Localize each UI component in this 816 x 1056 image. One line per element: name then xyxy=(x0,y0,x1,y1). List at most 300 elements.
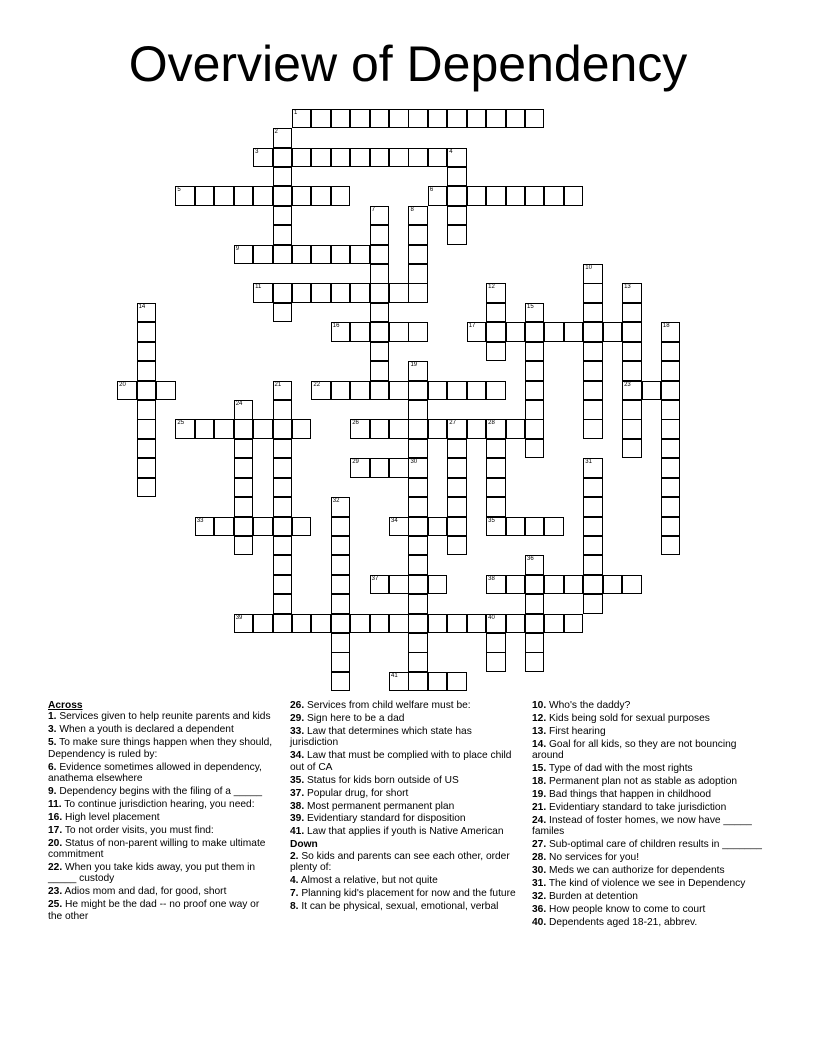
grid-cell[interactable] xyxy=(583,419,603,439)
grid-cell[interactable] xyxy=(467,614,487,634)
grid-cell[interactable] xyxy=(447,614,467,634)
grid-cell[interactable] xyxy=(253,148,273,168)
grid-cell[interactable] xyxy=(564,322,584,342)
grid-cell[interactable] xyxy=(408,517,428,537)
grid-cell[interactable] xyxy=(486,303,506,323)
grid-cell[interactable] xyxy=(661,381,681,401)
grid-cell[interactable] xyxy=(273,439,293,459)
grid-cell[interactable] xyxy=(331,536,351,556)
grid-cell[interactable] xyxy=(408,419,428,439)
grid-cell[interactable] xyxy=(408,439,428,459)
grid-cell[interactable] xyxy=(331,322,351,342)
grid-cell[interactable] xyxy=(408,633,428,653)
grid-cell[interactable] xyxy=(389,283,409,303)
grid-cell[interactable] xyxy=(428,672,448,692)
grid-cell[interactable] xyxy=(331,186,351,206)
grid-cell[interactable] xyxy=(525,439,545,459)
grid-cell[interactable] xyxy=(389,672,409,692)
grid-cell[interactable] xyxy=(350,458,370,478)
grid-cell[interactable] xyxy=(311,614,331,634)
grid-cell[interactable] xyxy=(622,381,642,401)
grid-cell[interactable] xyxy=(214,419,234,439)
grid-cell[interactable] xyxy=(486,633,506,653)
grid-cell[interactable] xyxy=(311,148,331,168)
grid-cell[interactable] xyxy=(525,555,545,575)
grid-cell[interactable] xyxy=(195,419,215,439)
grid-cell[interactable] xyxy=(447,439,467,459)
grid-cell[interactable] xyxy=(350,283,370,303)
grid-cell[interactable] xyxy=(137,419,157,439)
grid-cell[interactable] xyxy=(583,478,603,498)
grid-cell[interactable] xyxy=(583,303,603,323)
grid-cell[interactable] xyxy=(447,109,467,129)
grid-cell[interactable] xyxy=(273,517,293,537)
grid-cell[interactable] xyxy=(583,575,603,595)
grid-cell[interactable] xyxy=(408,652,428,672)
grid-cell[interactable] xyxy=(622,400,642,420)
grid-cell[interactable] xyxy=(525,419,545,439)
grid-cell[interactable] xyxy=(544,186,564,206)
grid-cell[interactable] xyxy=(311,186,331,206)
clue-text: Type of dad with the most rights xyxy=(546,763,693,775)
grid-cell[interactable] xyxy=(214,517,234,537)
grid-cell[interactable] xyxy=(408,478,428,498)
grid-cell[interactable] xyxy=(544,322,564,342)
grid-cell[interactable] xyxy=(506,575,526,595)
down-clue-list xyxy=(290,851,516,913)
grid-cell[interactable] xyxy=(331,283,351,303)
grid-cell[interactable] xyxy=(622,303,642,323)
grid-cell[interactable] xyxy=(661,497,681,517)
grid-cell[interactable] xyxy=(467,322,487,342)
clue-number: 27 xyxy=(449,420,456,427)
grid-cell[interactable] xyxy=(234,517,254,537)
grid-cell[interactable] xyxy=(137,439,157,459)
grid-cell[interactable] xyxy=(137,342,157,362)
grid-cell[interactable] xyxy=(331,672,351,692)
grid-cell[interactable] xyxy=(583,555,603,575)
grid-cell[interactable] xyxy=(331,633,351,653)
grid-cell[interactable] xyxy=(525,575,545,595)
grid-cell[interactable] xyxy=(253,186,273,206)
clue-number-label: 10. xyxy=(532,700,547,711)
grid-cell[interactable] xyxy=(273,148,293,168)
grid-cell[interactable] xyxy=(408,555,428,575)
grid-cell[interactable] xyxy=(408,322,428,342)
grid-cell[interactable] xyxy=(583,322,603,342)
grid-cell[interactable] xyxy=(525,303,545,323)
grid-cell[interactable] xyxy=(389,381,409,401)
grid-cell[interactable] xyxy=(428,186,448,206)
grid-cell[interactable] xyxy=(311,283,331,303)
grid-cell[interactable] xyxy=(389,614,409,634)
grid-cell[interactable] xyxy=(331,497,351,517)
grid-cell[interactable] xyxy=(370,381,390,401)
grid-cell[interactable] xyxy=(408,614,428,634)
grid-cell[interactable] xyxy=(583,361,603,381)
grid-cell[interactable] xyxy=(292,614,312,634)
grid-cell[interactable] xyxy=(350,614,370,634)
grid-cell[interactable] xyxy=(525,614,545,634)
grid-cell[interactable] xyxy=(408,225,428,245)
grid-cell[interactable] xyxy=(137,458,157,478)
grid-cell[interactable] xyxy=(273,128,293,148)
grid-cell[interactable] xyxy=(583,536,603,556)
grid-cell[interactable] xyxy=(486,575,506,595)
grid-cell[interactable] xyxy=(253,419,273,439)
clue-number: 37 xyxy=(371,575,379,582)
grid-cell[interactable] xyxy=(428,614,448,634)
grid-cell[interactable] xyxy=(447,186,467,206)
grid-cell[interactable] xyxy=(273,283,293,303)
grid-cell[interactable] xyxy=(525,342,545,362)
grid-cell[interactable] xyxy=(525,517,545,537)
grid-cell[interactable] xyxy=(292,517,312,537)
grid-cell[interactable] xyxy=(447,206,467,226)
grid-cell[interactable] xyxy=(622,419,642,439)
grid-cell[interactable] xyxy=(195,517,215,537)
clue-text: Permanent plan not as stable as adoption xyxy=(546,776,738,788)
grid-cell[interactable] xyxy=(486,342,506,362)
grid-cell[interactable] xyxy=(273,497,293,517)
clue-number-label: 37. xyxy=(290,787,305,799)
grid-cell[interactable] xyxy=(506,186,526,206)
grid-cell[interactable] xyxy=(370,303,390,323)
grid-cell[interactable] xyxy=(583,594,603,614)
grid-cell[interactable] xyxy=(331,109,351,129)
grid-cell[interactable] xyxy=(467,186,487,206)
grid-cell[interactable] xyxy=(447,478,467,498)
grid-cell[interactable] xyxy=(350,245,370,265)
grid-cell[interactable] xyxy=(622,342,642,362)
grid-cell[interactable] xyxy=(331,555,351,575)
grid-cell[interactable] xyxy=(234,614,254,634)
grid-cell[interactable] xyxy=(137,400,157,420)
grid-cell[interactable] xyxy=(292,245,312,265)
grid-cell[interactable] xyxy=(467,109,487,129)
grid-cell[interactable] xyxy=(273,478,293,498)
grid-cell[interactable] xyxy=(506,517,526,537)
grid-cell[interactable] xyxy=(370,283,390,303)
grid-cell[interactable] xyxy=(583,517,603,537)
grid-cell[interactable] xyxy=(408,672,428,692)
grid-cell[interactable] xyxy=(370,361,390,381)
grid-cell[interactable] xyxy=(525,381,545,401)
grid-cell[interactable] xyxy=(564,186,584,206)
grid-cell[interactable] xyxy=(506,322,526,342)
grid-cell[interactable] xyxy=(273,245,293,265)
grid-cell[interactable] xyxy=(408,400,428,420)
grid-cell[interactable] xyxy=(486,381,506,401)
grid-cell[interactable] xyxy=(486,517,506,537)
grid-cell[interactable] xyxy=(253,283,273,303)
grid-cell[interactable] xyxy=(350,322,370,342)
grid-cell[interactable] xyxy=(370,342,390,362)
grid-cell[interactable] xyxy=(273,555,293,575)
grid-cell[interactable] xyxy=(273,594,293,614)
grid-cell[interactable] xyxy=(447,517,467,537)
grid-cell[interactable] xyxy=(370,264,390,284)
grid-cell[interactable] xyxy=(447,419,467,439)
grid-cell[interactable] xyxy=(486,186,506,206)
grid-cell[interactable] xyxy=(273,419,293,439)
grid-cell[interactable] xyxy=(622,439,642,459)
grid-cell[interactable] xyxy=(350,419,370,439)
grid-cell[interactable] xyxy=(583,497,603,517)
grid-cell[interactable] xyxy=(486,439,506,459)
grid-cell[interactable] xyxy=(622,283,642,303)
grid-cell[interactable] xyxy=(234,497,254,517)
grid-cell[interactable] xyxy=(331,575,351,595)
grid-cell[interactable] xyxy=(525,186,545,206)
grid-cell[interactable] xyxy=(486,109,506,129)
grid-cell[interactable] xyxy=(428,517,448,537)
grid-cell[interactable] xyxy=(428,381,448,401)
grid-cell[interactable] xyxy=(583,342,603,362)
grid-cell[interactable] xyxy=(408,575,428,595)
grid-cell[interactable] xyxy=(117,381,137,401)
grid-cell[interactable] xyxy=(389,148,409,168)
grid-cell[interactable] xyxy=(506,419,526,439)
clue xyxy=(532,739,764,762)
grid-cell[interactable] xyxy=(234,419,254,439)
grid-cell[interactable] xyxy=(408,283,428,303)
grid-cell[interactable] xyxy=(389,517,409,537)
grid-cell[interactable] xyxy=(253,517,273,537)
grid-cell[interactable] xyxy=(408,245,428,265)
grid-cell[interactable] xyxy=(234,245,254,265)
grid-cell[interactable] xyxy=(273,536,293,556)
grid-cell[interactable] xyxy=(273,614,293,634)
grid-cell[interactable] xyxy=(622,322,642,342)
grid-cell[interactable] xyxy=(506,614,526,634)
grid-cell[interactable] xyxy=(642,381,662,401)
grid-cell[interactable] xyxy=(408,361,428,381)
grid-cell[interactable] xyxy=(447,381,467,401)
clue-number-label: 8. xyxy=(290,901,299,912)
grid-cell[interactable] xyxy=(389,458,409,478)
grid-cell[interactable] xyxy=(467,381,487,401)
grid-cell[interactable] xyxy=(273,381,293,401)
grid-cell[interactable] xyxy=(447,458,467,478)
clue xyxy=(290,888,516,899)
clue-text: Goal for all kids, so they are not bouncing around xyxy=(532,738,737,762)
grid-cell[interactable] xyxy=(447,672,467,692)
grid-cell[interactable] xyxy=(273,575,293,595)
grid-cell[interactable] xyxy=(486,614,506,634)
grid-cell[interactable] xyxy=(661,361,681,381)
grid-cell[interactable] xyxy=(486,419,506,439)
grid-cell[interactable] xyxy=(273,167,293,187)
grid-cell[interactable] xyxy=(447,497,467,517)
grid-cell[interactable] xyxy=(331,517,351,537)
grid-cell[interactable] xyxy=(486,458,506,478)
grid-cell[interactable] xyxy=(661,342,681,362)
grid-cell[interactable] xyxy=(661,400,681,420)
grid-cell[interactable] xyxy=(331,614,351,634)
grid-cell[interactable] xyxy=(137,361,157,381)
grid-cell[interactable] xyxy=(137,303,157,323)
grid-cell[interactable] xyxy=(370,458,390,478)
grid-cell[interactable] xyxy=(389,575,409,595)
grid-cell[interactable] xyxy=(137,478,157,498)
grid-cell[interactable] xyxy=(234,439,254,459)
grid-cell[interactable] xyxy=(408,458,428,478)
clue-text: Adios mom and dad, for good, short xyxy=(62,886,227,898)
clue xyxy=(532,878,764,889)
grid-cell[interactable] xyxy=(137,381,157,401)
grid-cell[interactable] xyxy=(214,186,234,206)
grid-cell[interactable] xyxy=(428,109,448,129)
grid-cell[interactable] xyxy=(486,652,506,672)
grid-cell[interactable] xyxy=(408,109,428,129)
grid-cell[interactable] xyxy=(661,439,681,459)
grid-cell[interactable] xyxy=(137,322,157,342)
grid-cell[interactable] xyxy=(447,536,467,556)
grid-cell[interactable] xyxy=(525,594,545,614)
grid-cell[interactable] xyxy=(331,245,351,265)
grid-cell[interactable] xyxy=(350,381,370,401)
grid-cell[interactable] xyxy=(525,633,545,653)
grid-cell[interactable] xyxy=(331,652,351,672)
grid-cell[interactable] xyxy=(661,458,681,478)
grid-cell[interactable] xyxy=(234,458,254,478)
grid-cell[interactable] xyxy=(525,109,545,129)
grid-cell[interactable] xyxy=(370,419,390,439)
clue-number-label: 25. xyxy=(48,899,63,911)
grid-cell[interactable] xyxy=(408,264,428,284)
grid-cell[interactable] xyxy=(370,109,390,129)
grid-cell[interactable] xyxy=(350,109,370,129)
grid-cell[interactable] xyxy=(622,361,642,381)
clue-number-label: 35. xyxy=(290,774,305,786)
grid-cell[interactable] xyxy=(175,186,195,206)
grid-cell[interactable] xyxy=(350,148,370,168)
grid-cell[interactable] xyxy=(389,109,409,129)
grid-cell[interactable] xyxy=(428,575,448,595)
grid-cell[interactable] xyxy=(486,478,506,498)
grid-cell[interactable] xyxy=(370,225,390,245)
grid-cell[interactable] xyxy=(447,167,467,187)
grid-cell[interactable] xyxy=(408,497,428,517)
grid-cell[interactable] xyxy=(661,322,681,342)
grid-cell[interactable] xyxy=(447,225,467,245)
grid-cell[interactable] xyxy=(273,206,293,226)
grid-cell[interactable] xyxy=(525,400,545,420)
grid-cell[interactable] xyxy=(292,148,312,168)
grid-cell[interactable] xyxy=(370,206,390,226)
grid-cell[interactable] xyxy=(603,575,623,595)
grid-cell[interactable] xyxy=(408,594,428,614)
grid-cell[interactable] xyxy=(583,283,603,303)
grid-cell[interactable] xyxy=(486,283,506,303)
grid-cell[interactable] xyxy=(525,652,545,672)
grid-cell[interactable] xyxy=(408,206,428,226)
clue xyxy=(532,891,764,902)
grid-cell[interactable] xyxy=(525,361,545,381)
clue-number-label: 2. xyxy=(290,850,299,862)
clue-number: 4 xyxy=(449,148,453,155)
grid-cell[interactable] xyxy=(156,381,176,401)
grid-cell[interactable] xyxy=(273,400,293,420)
grid-cell[interactable] xyxy=(544,575,564,595)
grid-cell[interactable] xyxy=(564,575,584,595)
grid-cell[interactable] xyxy=(253,245,273,265)
grid-cell[interactable] xyxy=(583,381,603,401)
grid-cell[interactable] xyxy=(273,186,293,206)
grid-cell[interactable] xyxy=(544,614,564,634)
grid-cell[interactable] xyxy=(311,381,331,401)
grid-cell[interactable] xyxy=(331,594,351,614)
grid-cell[interactable] xyxy=(661,478,681,498)
grid-cell[interactable] xyxy=(583,264,603,284)
grid-cell[interactable] xyxy=(661,419,681,439)
clue-text: He might be the dad -- no proof one way or the other xyxy=(48,899,260,922)
grid-cell[interactable] xyxy=(370,614,390,634)
grid-cell[interactable] xyxy=(292,109,312,129)
grid-cell[interactable] xyxy=(370,245,390,265)
grid-cell[interactable] xyxy=(408,148,428,168)
grid-cell[interactable] xyxy=(389,322,409,342)
grid-cell[interactable] xyxy=(331,148,351,168)
clue-number: 40 xyxy=(488,614,495,621)
grid-cell[interactable] xyxy=(603,322,623,342)
grid-cell[interactable] xyxy=(370,148,390,168)
grid-cell[interactable] xyxy=(408,536,428,556)
grid-cell[interactable] xyxy=(486,497,506,517)
grid-cell[interactable] xyxy=(428,419,448,439)
grid-cell[interactable] xyxy=(253,614,273,634)
grid-cell[interactable] xyxy=(506,109,526,129)
grid-cell[interactable] xyxy=(544,517,564,537)
grid-cell[interactable] xyxy=(311,109,331,129)
grid-cell[interactable] xyxy=(564,614,584,634)
grid-cell[interactable] xyxy=(370,575,390,595)
grid-cell[interactable] xyxy=(661,536,681,556)
grid-cell[interactable] xyxy=(234,478,254,498)
grid-cell[interactable] xyxy=(292,283,312,303)
grid-cell[interactable] xyxy=(661,517,681,537)
clue xyxy=(290,875,516,886)
grid-cell[interactable] xyxy=(234,186,254,206)
grid-cell[interactable] xyxy=(428,148,448,168)
grid-cell[interactable] xyxy=(486,322,506,342)
clue-number: 15 xyxy=(526,303,534,310)
grid-cell[interactable] xyxy=(622,575,642,595)
grid-cell[interactable] xyxy=(234,536,254,556)
grid-cell[interactable] xyxy=(331,381,351,401)
grid-cell[interactable] xyxy=(583,458,603,478)
grid-cell[interactable] xyxy=(292,419,312,439)
grid-cell[interactable] xyxy=(467,419,487,439)
grid-cell[interactable] xyxy=(273,458,293,478)
grid-cell[interactable] xyxy=(525,322,545,342)
grid-cell[interactable] xyxy=(273,303,293,323)
grid-cell[interactable] xyxy=(583,400,603,420)
grid-cell[interactable] xyxy=(195,186,215,206)
grid-cell[interactable] xyxy=(370,322,390,342)
grid-cell[interactable] xyxy=(447,148,467,168)
grid-cell[interactable] xyxy=(311,245,331,265)
clue xyxy=(532,789,764,800)
grid-cell[interactable] xyxy=(389,419,409,439)
clues-column-1 xyxy=(48,700,274,924)
grid-cell[interactable] xyxy=(273,225,293,245)
grid-cell[interactable] xyxy=(408,381,428,401)
grid-cell[interactable] xyxy=(175,419,195,439)
grid-cell[interactable] xyxy=(292,186,312,206)
grid-cell[interactable] xyxy=(234,400,254,420)
